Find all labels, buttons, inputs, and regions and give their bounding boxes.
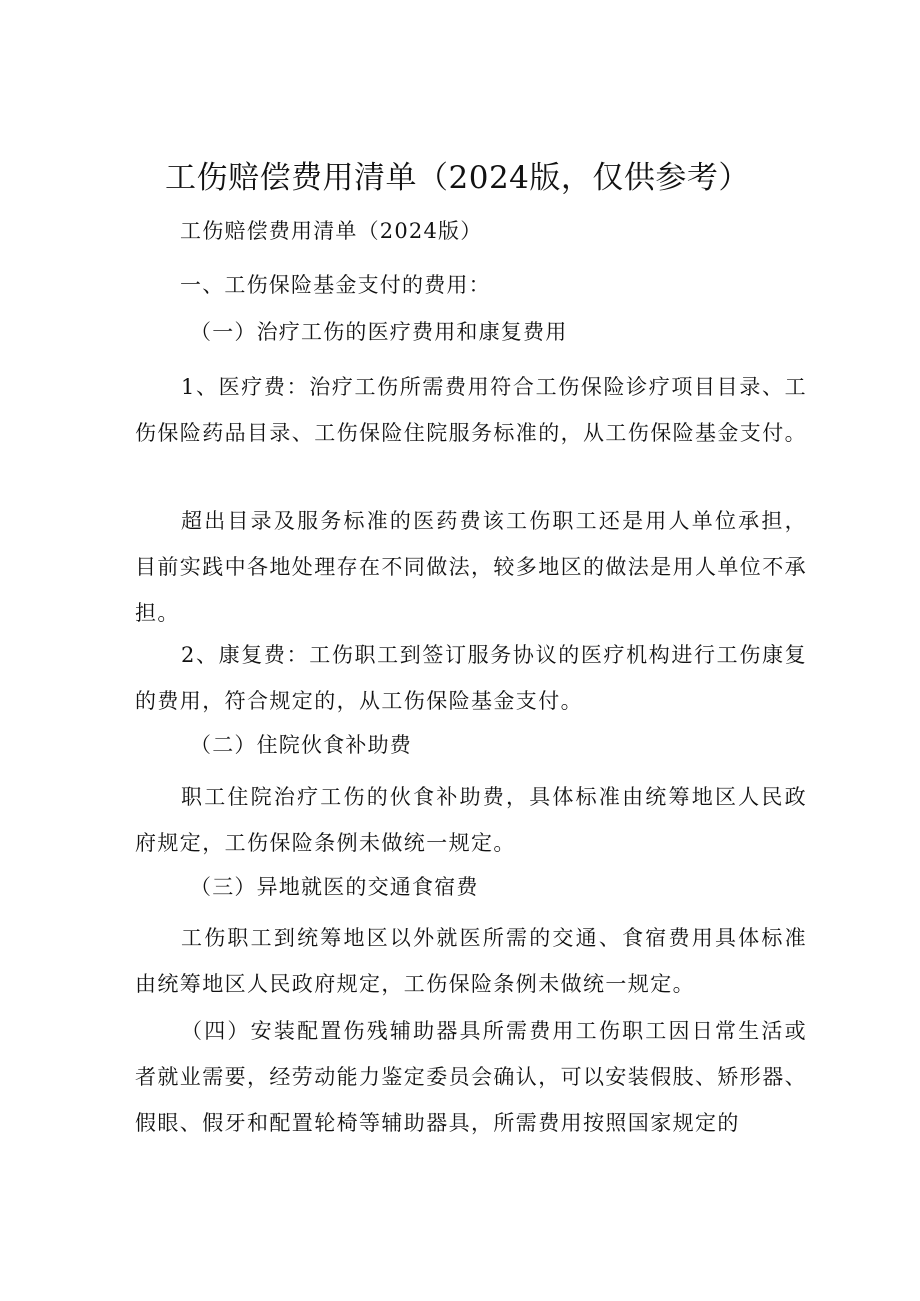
paragraph-rehabilitation-fee: 2、康复费：工伤职工到签订服务协议的医疗机构进行工伤康复的费用，符合规定的，从工伤保险基金支付。 [135,643,807,713]
subsection-heading-3: （三）异地就医的交通食宿费 [190,875,479,899]
subsection-heading-1: （一）治疗工伤的医疗费用和康复费用 [190,320,568,344]
paragraph-beyond-catalog: 超出目录及服务标准的医药费该工伤职工还是用人单位承担，目前实践中各地处理存在不同做法，较多地区的做法是用人单位不承担。 [135,509,807,625]
subsection-heading-2: （二）住院伙食补助费 [190,733,412,757]
paragraph-meal-subsidy: 职工住院治疗工伤的伙食补助费，具体标准由统筹地区人民政府规定，工伤保险条例未做统一规定。 [135,785,807,855]
document-subtitle: 工伤赔偿费用清单（2024版） [180,219,483,243]
paragraph-travel-lodging: 工伤职工到统筹地区以外就医所需的交通、食宿费用具体标准由统筹地区人民政府规定，工伤保险条例未做统一规定。 [135,926,807,996]
paragraph-medical-fee: 1、医疗费：治疗工伤所需费用符合工伤保险诊疗项目目录、工伤保险药品目录、工伤保险住院服务标准的，从工伤保险基金支付。 [135,375,807,445]
document-title: 工伤赔偿费用清单（2024版，仅供参考） [165,160,750,196]
section-heading-1: 一、工伤保险基金支付的费用： [180,273,491,297]
paragraph-assistive-devices: （四）安装配置伤残辅助器具所需费用工伤职工因日常生活或者就业需要，经劳动能力鉴定委员会确认，可以安装假肢、矫形器、假眼、假牙和配置轮椅等辅助器具，所需费用按照国家规定的 [135,1019,807,1135]
